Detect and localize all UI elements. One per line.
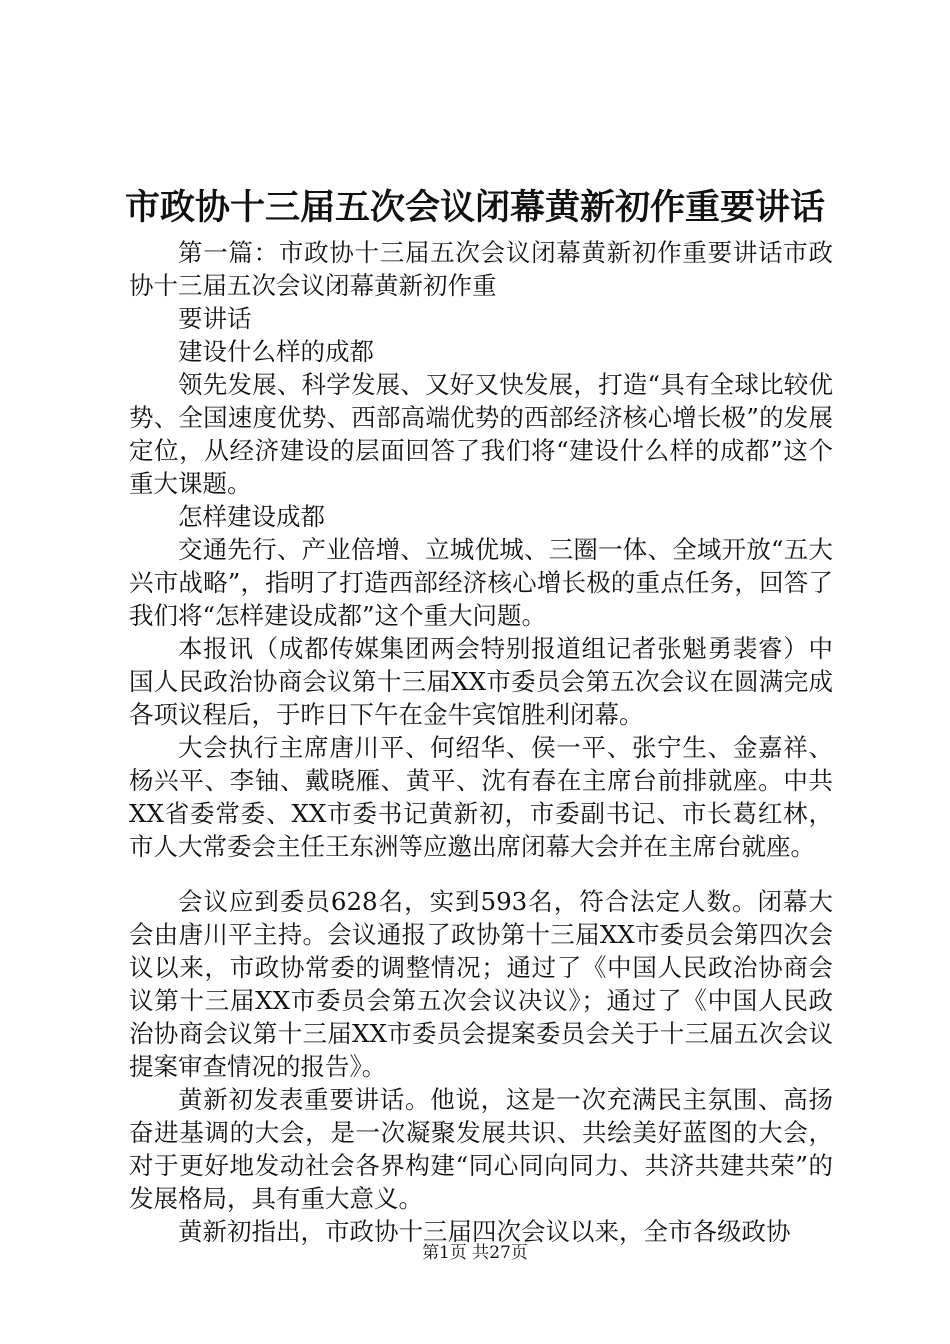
paragraph: 本报讯（成都传媒集团两会特别报道组记者张魁勇裴睿）中国人民政治协商会议第十三届XX市委员会第五次会议在圆满完成各项议程后，于昨日下午在金牛宾馆胜利闭幕。	[129, 634, 833, 729]
document-body	[129, 236, 833, 1248]
paragraph: 要讲话	[178, 304, 252, 333]
paragraph: 领先发展、科学发展、又好又快发展，打造“具有全球比较优势、全国速度优势、西部高端优势的西部经济核心增长极”的发展定位，从经济建设的层面回答了我们将“建设什么样的成都”这个重大课题。	[129, 370, 833, 498]
paragraph: 大会执行主席唐川平、何绍华、侯一平、张宁生、金嘉祥、杨兴平、李铀、戴晓雁、黄平、沈有春在主席台前排就座。中共XX省委常委、XX市委书记黄新初，市委副书记、市长葛红林，市人大常委会主任王东洲等应邀出席闭幕大会并在主席台就座。	[129, 733, 833, 861]
paragraph: 会议应到委员628名，实到593名，符合法定人数。闭幕大会由唐川平主持。会议通报了政协第十三届XX市委员会第四次会议以来，市政协常委的调整情况；通过了《中国人民政治协商会议第十三届XX市委员会第五次会议决议》；通过了《中国人民政治协商会议第十三届XX市委员会提案委员会关于十三届五次会议提案审查情况的报告》。	[129, 887, 833, 1081]
paragraph: 黄新初发表重要讲话。他说，这是一次充满民主氛围、高扬奋进基调的大会，是一次凝聚发展共识、共绘美好蓝图的大会，对于更好地发动社会各界构建“同心同向同力、共济共建共荣”的发展格局，具有重大意义。	[129, 1085, 833, 1213]
paragraph: 怎样建设成都	[178, 502, 325, 531]
paragraph: 交通先行、产业倍增、立城优城、三圈一体、全域开放“五大兴市战略”，指明了打造西部经济核心增长极的重点任务，回答了我们将“怎样建设成都”这个重大问题。	[129, 535, 833, 630]
page-number: 第1页 共27页	[422, 1243, 528, 1263]
paragraph: 建设什么样的成都	[178, 337, 374, 366]
paragraph: 第一篇：市政协十三届五次会议闭幕黄新初作重要讲话市政协十三届五次会议闭幕黄新初作重	[129, 238, 833, 300]
paragraph: 黄新初指出，市政协十三届四次会议以来，全市各级政协	[178, 1217, 791, 1246]
document-title: 市政协十三届五次会议闭幕黄新初作重要讲话	[124, 187, 825, 228]
